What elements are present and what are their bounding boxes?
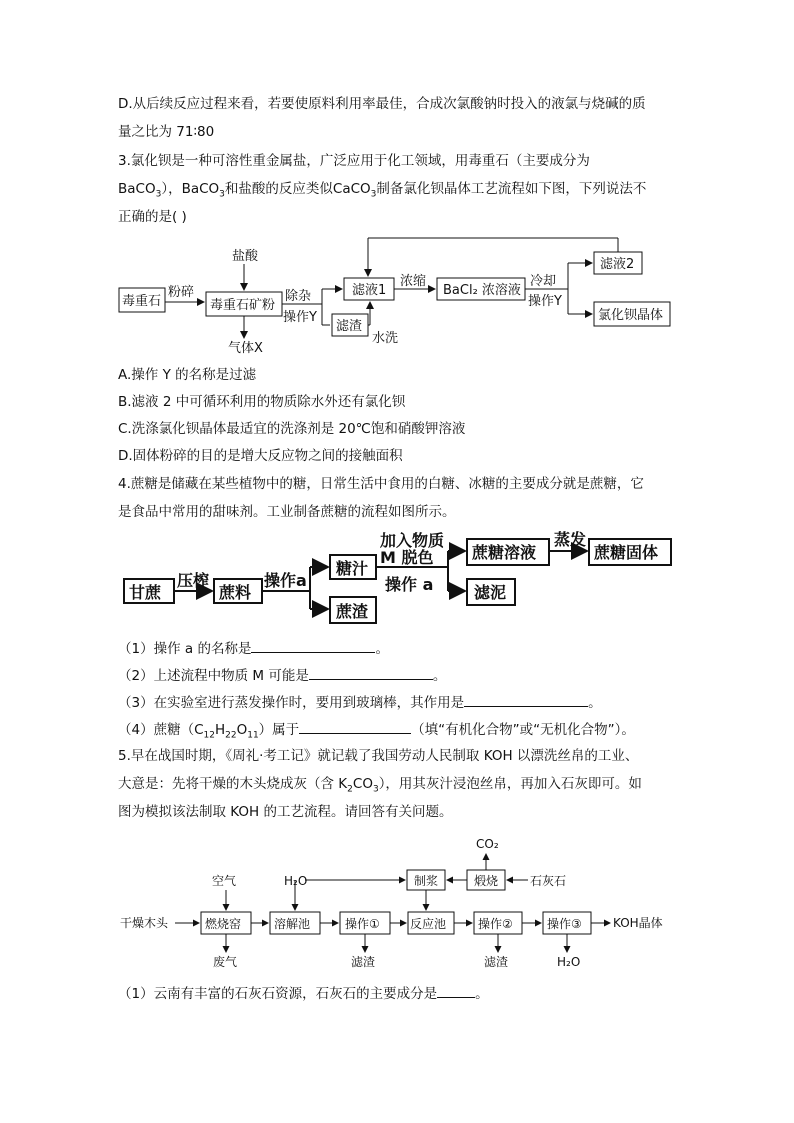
node-op2: 操作② — [478, 917, 513, 931]
label-residue2: 滤渣 — [484, 955, 509, 969]
node-juice: 糖汁 — [336, 559, 369, 578]
label-press: 压榨 — [177, 571, 210, 590]
q5-stem-line2: 大意是：先将干燥的木头烧成灰（含 $K_2CO_3$），用其灰汁浸泡丝帛，再加入石灰即可。如 — [118, 776, 642, 795]
label-limestone: 石灰石 — [530, 874, 567, 888]
q5-stem-line1: 5.早在战国时期，《周礼·考工记》就记载了我国劳动人民制取 KOH 以漂洗丝帛的工业、 — [118, 748, 639, 764]
q4-part2: （2）上述流程中物质 M 可能是 。 — [118, 665, 446, 686]
answer-blank[interactable] — [299, 719, 411, 734]
label-acid: 盐酸 — [232, 249, 259, 264]
label-h2o-in: H₂O — [284, 874, 308, 888]
label-crush: 粉碎 — [168, 285, 195, 300]
label-evap: 蒸发 — [554, 530, 587, 549]
q3-flow-diagram — [0, 230, 794, 360]
label-waste: 废气 — [213, 955, 238, 969]
node-op1: 操作① — [345, 917, 380, 931]
node-material: 蔗料 — [219, 583, 252, 602]
q4-part1: （1）操作 a 的名称是 。 — [118, 638, 389, 659]
node-bacl2: BaCl₂ 浓溶液 — [443, 283, 521, 298]
label-residue1: 滤渣 — [351, 955, 376, 969]
answer-blank[interactable] — [437, 983, 475, 998]
q3-stem-line1: 3.氯化钡是一种可溶性重金属盐，广泛应用于化工领域，用毒重石（主要成分为 — [118, 153, 590, 169]
q3-option-b: B.滤液 2 中可循环利用的物质除水外还有氯化钡 — [118, 394, 406, 410]
node-ore-powder: 毒重石矿粉 — [210, 298, 276, 313]
node-slurry: 制浆 — [414, 874, 439, 888]
answer-blank[interactable] — [309, 665, 433, 680]
node-residue: 滤渣 — [336, 319, 363, 334]
label-opa2: 操作 a — [385, 575, 434, 594]
q5-flow-diagram — [0, 830, 794, 978]
label-product: KOH晶体 — [613, 916, 663, 930]
node-bagasse: 蔗渣 — [336, 602, 369, 621]
node-reactor: 反应池 — [410, 917, 447, 931]
node-cane: 甘蔗 — [129, 583, 162, 602]
node-solid: 蔗糖固体 — [594, 543, 659, 562]
node-op3: 操作③ — [547, 917, 582, 931]
label-wood: 干燥木头 — [120, 916, 169, 930]
q4-part4: （4）蔗糖$(C_{12}H_{22}O_{11})$属于 （填“有机化合物”或“无机化合物”）。 — [118, 719, 635, 746]
answer-blank[interactable] — [464, 692, 588, 707]
q4-stem-line1: 4.蔗糖是储藏在某些植物中的糖，日常生活中食用的白糖、冰糖的主要成分就是蔗糖，它 — [118, 476, 644, 492]
label-remove1: 除杂 — [285, 289, 312, 304]
q4-flow-diagram — [0, 525, 794, 635]
q5-stem-line3: 图为模拟该法制取 KOH 的工艺流程。请回答有关问题。 — [118, 804, 453, 820]
node-raw: 毒重石 — [122, 294, 162, 309]
q2-option-d-line2: 量之比为 71∶80 — [118, 124, 215, 140]
label-gas: 气体X — [228, 341, 263, 356]
label-add1: 加入物质 — [380, 531, 445, 550]
label-remove2: 操作Y — [283, 310, 317, 325]
q3-option-c: C.洗涤氯化钡晶体最适宜的洗涤剂是 20℃饱和硝酸钾溶液 — [118, 421, 466, 437]
q4-part3: （3）在实验室进行蒸发操作时，要用到玻璃棒，其作用是 。 — [118, 692, 602, 713]
q4-stem-line2: 是食品中常用的甜味剂。工业制备蔗糖的流程如图所示。 — [118, 504, 456, 520]
node-calcine: 煅烧 — [474, 874, 499, 888]
answer-blank[interactable] — [251, 638, 375, 653]
node-kiln: 燃烧窑 — [205, 917, 242, 931]
q3-stem-line2: BaCO$_3$），BaCO$_3$和盐酸的反应类似CaCO$_3$制备氯化钡晶体工艺流程如下图，下列说法不 — [118, 181, 647, 200]
node-mud: 滤泥 — [474, 583, 507, 602]
label-co2: CO₂ — [476, 837, 499, 851]
q3-stem-line3: 正确的是( ) — [118, 209, 187, 225]
label-h2o-out: H₂O — [557, 955, 581, 969]
label-concentrate: 浓缩 — [400, 274, 427, 289]
label-cool2: 操作Y — [528, 294, 562, 309]
node-crystal: 氯化钡晶体 — [598, 308, 664, 323]
q2-option-d-line1: D.从后续反应过程来看，若要使原料利用率最佳，合成次氯酸钠时投入的液氯与烧碱的质 — [118, 96, 646, 112]
label-opa: 操作a — [264, 571, 307, 590]
q3-option-d: D.固体粉碎的目的是增大反应物之间的接触面积 — [118, 448, 403, 464]
q3-option-a: A.操作 Y 的名称是过滤 — [118, 367, 257, 383]
label-air: 空气 — [212, 874, 237, 888]
node-filtrate1: 滤液1 — [352, 283, 387, 298]
node-solution: 蔗糖溶液 — [472, 543, 537, 562]
q5-part1: （1）云南有丰富的石灰石资源，石灰石的主要成分是 。 — [118, 983, 489, 1004]
node-filtrate2: 滤液2 — [600, 257, 635, 272]
label-wash: 水洗 — [372, 331, 399, 346]
label-cool1: 冷却 — [530, 274, 557, 289]
node-dissolve: 溶解池 — [274, 917, 311, 931]
label-add2: M 脱色 — [380, 548, 434, 567]
